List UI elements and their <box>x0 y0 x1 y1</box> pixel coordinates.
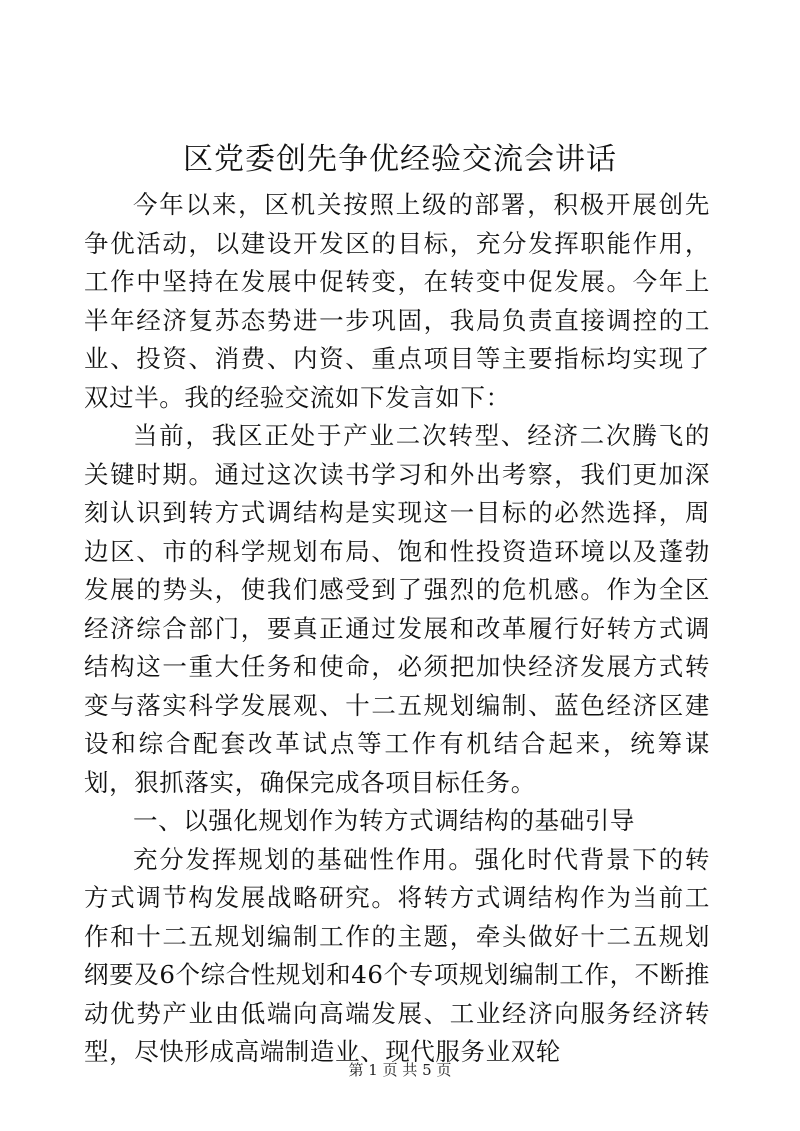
paragraph-intro: 今年以来，区机关按照上级的部署，积极开展创先争优活动，以建设开发区的目标，充分发挥职能作用，工作中坚持在发展中促转变，在转变中促发展。今年上半年经济复苏态势进一步巩固，我局负责直接调控的工业、投资、消费、内资、重点项目等主要指标均实现了双过半。我的经验交流如下发言如下： <box>84 190 710 412</box>
document-title: 区党委创先争优经验交流会讲话 <box>183 142 617 177</box>
paragraph-planning: 充分发挥规划的基础性作用。强化时代背景下的转方式调节构发展战略研究。将转方式调结构作为当前工作和十二五规划编制工作的主题，牵头做好十二五规划纲要及6个综合性规划和46个专项规划编制工作，不断推动优势产业由低端向高端发展、工业经济向服务经济转型，尽快形成高端制造业、现代服务业双轮 <box>84 844 710 1066</box>
page-footer: 第 1 页 共 5 页 <box>348 1061 452 1079</box>
section-heading-1: 一、以强化规划作为转方式调结构的基础引导 <box>133 806 635 835</box>
document-body <box>84 186 710 1072</box>
paragraph-current-period: 当前，我区正处于产业二次转型、经济二次腾飞的关键时期。通过这次读书学习和外出考察，我们更加深刻认识到转方式调结构是实现这一目标的必然选择，周边区、市的科学规划布局、饱和性投资造环境以及蓬勃发展的势头，使我们感受到了强烈的危机感。作为全区经济综合部门，要真正通过发展和改革履行好转方式调结构这一重大任务和使命，必须把加快经济发展方式转变与落实科学发展观、十二五规划编制、蓝色经济区建设和综合配套改革试点等工作有机结合起来，统筹谋划，狠抓落实，确保完成各项目标任务。 <box>84 421 710 797</box>
